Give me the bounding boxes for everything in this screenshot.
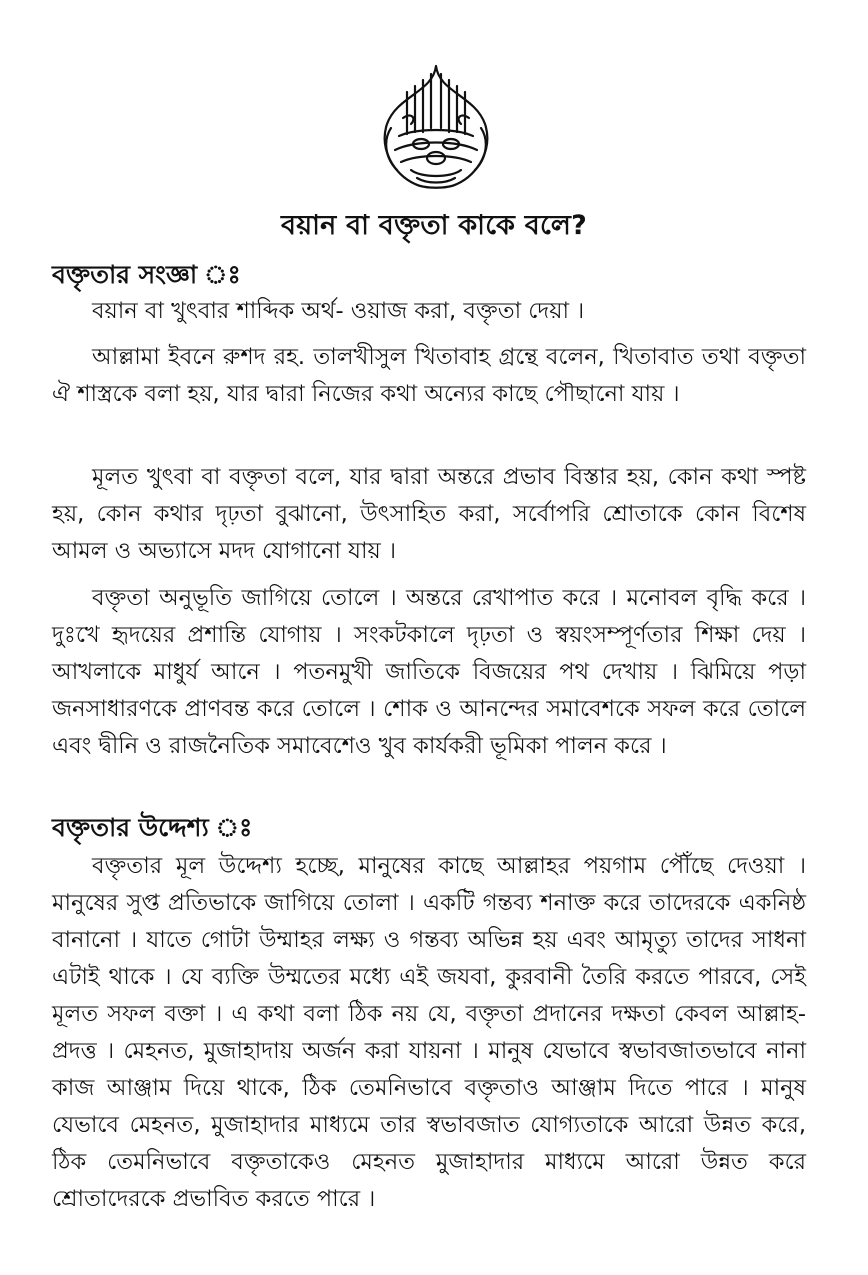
paragraph-definition-1: বয়ান বা খুৎবার শাব্দিক অর্থ- ওয়াজ করা, বক্তৃতা দেয়া । — [92, 298, 585, 324]
page-title: বয়ান বা বক্তৃতা কাকে বলে? — [281, 210, 587, 241]
paragraph-definition-2: আল্লামা ইবনে রুশদ রহ. তালখীসুল খিতাবাহ গ্রন্থে বলেন, খিতাবাত তথা বক্তৃতা ঐ শাস্ত্রকে বলা হয়, যার দ্বারা নিজের কথা অন্যের কাছে পৌছানো যায় । — [52, 344, 806, 407]
paragraph-definition-3: মূলত খুৎবা বা বক্তৃতা বলে, যার দ্বারা অন্তরে প্রভাব বিস্তার হয়, কোন কথা স্পষ্ট হয়, কোন কথার দৃঢ়তা বুঝানো, উৎসাহিত করা, সর্বোপরি শ্রোতাকে কোন বিশেষ আমল ও অভ্যাসে মদদ যোগানো যায় । — [52, 464, 806, 564]
paragraph-definition-4: বক্তৃতা অনুভূতি জাগিয়ে তোলে । অন্তরে রেখাপাত করে । মনোবল বৃদ্ধি করে । দুঃখে হৃদয়ের প্রশান্তি যোগায় । সংকটকালে দৃঢ়তা ও স্বয়ংসম্পূর্ণতার শিক্ষা দেয় । আখলাকে মাধুর্য আনে । পতনমুখী জাতিকে বিজয়ের পথ দেখায় । ঝিমিয়ে পড়া জনসাধারণকে প্রাণবন্ত করে তোলে । শোক ও আনন্দের সমাবেশকে সফল করে তোলে এবং দ্বীনি ও রাজনৈতিক সমাবেশেও খুব কার্যকরী ভূমিকা পালন করে । — [52, 585, 806, 759]
paragraph-purpose-1: বক্তৃতার মূল উদ্দেশ্য হচ্ছে, মানুষের কাছে আল্লাহর পয়গাম পৌঁছে দেওয়া । মানুষের সুপ্ত প্রতিভাকে জাগিয়ে তোলা । একটি গন্তব্য শনাক্ত করে তাদেরকে একনিষ্ঠ বানানো । যাতে গোটা উম্মাহর লক্ষ্য ও গন্তব্য অভিন্ন হয় এবং আমৃত্যু তাদের সাধনা এটাই থাকে । যে ব্যক্তি উম্মতের মধ্যে এই জযবা, কুরবানী তৈরি করতে পারবে, সেই মূলত সফল বক্তা । এ কথা বলা ঠিক নয় যে, বক্তৃতা প্রদানের দক্ষতা কেবল আল্লাহ-প্রদত্ত । মেহনত, মুজাহাদায় অর্জন করা যায়না । মানুষ যেভাবে স্বভাবজাতভাবে নানা কাজ আঞ্জাম দিয়ে থাকে, ঠিক তেমনিভাবে বক্তৃতাও আঞ্জাম দিতে পারে । মানুষ যেভাবে মেহনত, মুজাহাদার মাধ্যমে তার স্বভাবজাত যোগ্যতাকে আরো উন্নত করে, ঠিক তেমনিভাবে বক্তৃতাকেও মেহনত মুজাহাদার মাধ্যমে আরো উন্নত করে শ্রোতাদেরকে প্রভাবিত করতে পারে । — [52, 853, 806, 1212]
section-heading-purpose: বক্তৃতার উদ্দেশ্য ঃ — [52, 813, 253, 842]
section-heading-definition: বক্তৃতার সংজ্ঞা ঃ — [52, 260, 241, 289]
calligraphy-emblem-icon — [377, 62, 495, 194]
